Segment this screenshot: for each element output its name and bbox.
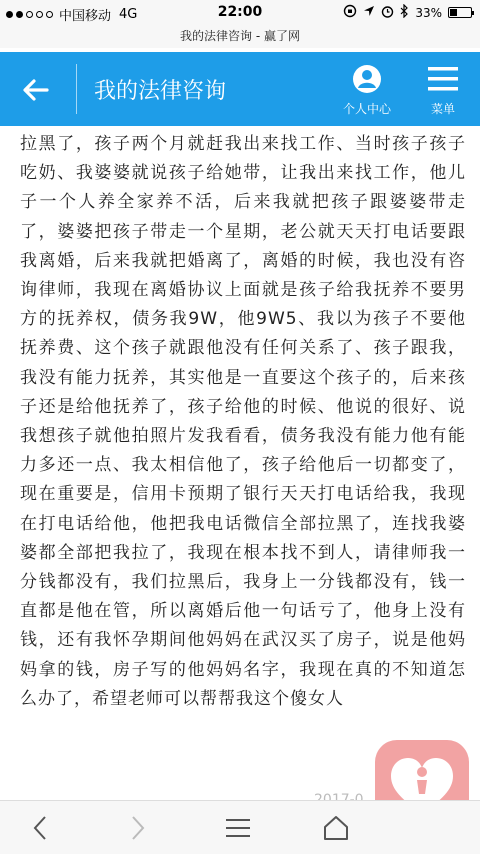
alarm-icon	[381, 5, 394, 21]
browser-title-bar[interactable]: 我的法律咨询 - 赢了网	[0, 26, 480, 48]
status-bar	[0, 0, 480, 26]
clock: 22:00	[217, 4, 263, 20]
carrier-label: 中国移动	[59, 9, 112, 24]
list-menu-icon	[225, 817, 251, 839]
location-icon	[363, 5, 375, 20]
personal-center-button[interactable]	[332, 64, 402, 122]
hamburger-menu-icon	[426, 64, 460, 94]
network-label: 4G	[119, 7, 138, 22]
orientation-lock-icon	[343, 4, 357, 21]
bluetooth-icon	[400, 4, 409, 21]
browser-back-button[interactable]	[20, 811, 60, 845]
app-header	[0, 52, 480, 126]
browser-home-button[interactable]	[316, 811, 356, 845]
consultation-text: 拉黑了，孩子两个月就赶我出来找工作、当时孩子孩子吃奶、我婆婆就说孩子给她带，让我出来找工作，他儿子一个人养全家养不活，后来我就把孩子跟婆婆带走了，婆婆把孩子带走一个星期，老公就天天打电话要跟我离婚，后来我就把婚离了，离婚的时候，我也没有咨询律师，我现在离婚协议上面就是孩子给我抚养不要男方的抚养权，债务我9W，他9W5、我以为孩子不要他抚养费、这个孩子就跟他没有任何关系了、孩子跟我，我没有能力抚养，其实他是一直要这个孩子的，后来孩子还是给他抚养了，孩子给他的时候、他说的很好、说我想孩子就他拍照片发我看看，债务我没有能力他有能力多还一点、我太相信他了，孩子给他后一切都变了，现在重要是，信用卡预期了银行天天打电话给我，我现在打电话给他，他把我电话微信全部拉黑了，连找我婆婆都全部把我拉了，我现在根本找不到人，请律师我一分钱都没有，我们拉黑后，我身上一分钱都没有，钱一直都是他在管，所以离婚后他一句话亏了，他身上没有钱，还有我怀孕期间他妈妈在武汉买了房子，说是他妈妈拿的钱，房子写的他妈妈名字，我现在真的不知道怎么办了，希望老师可以帮帮我这个傻女人	[20, 134, 466, 709]
page-title: 我的法律咨询	[94, 79, 227, 104]
back-button[interactable]	[14, 68, 58, 112]
chevron-right-icon	[130, 815, 146, 841]
chevron-left-icon	[32, 815, 48, 841]
menu-button[interactable]	[408, 64, 478, 122]
battery-icon	[448, 7, 472, 18]
browser-forward-button[interactable]	[118, 811, 158, 845]
status-right	[343, 4, 472, 21]
browser-menu-button[interactable]	[218, 811, 258, 845]
browser-toolbar	[0, 800, 480, 854]
back-arrow-icon	[21, 75, 51, 105]
header-divider	[76, 64, 77, 114]
personal-center-label: 个人中心	[342, 102, 391, 116]
person-icon	[352, 64, 382, 94]
home-icon	[323, 815, 349, 841]
menu-label: 菜单	[430, 102, 455, 116]
battery-percent: 33%	[415, 5, 442, 20]
